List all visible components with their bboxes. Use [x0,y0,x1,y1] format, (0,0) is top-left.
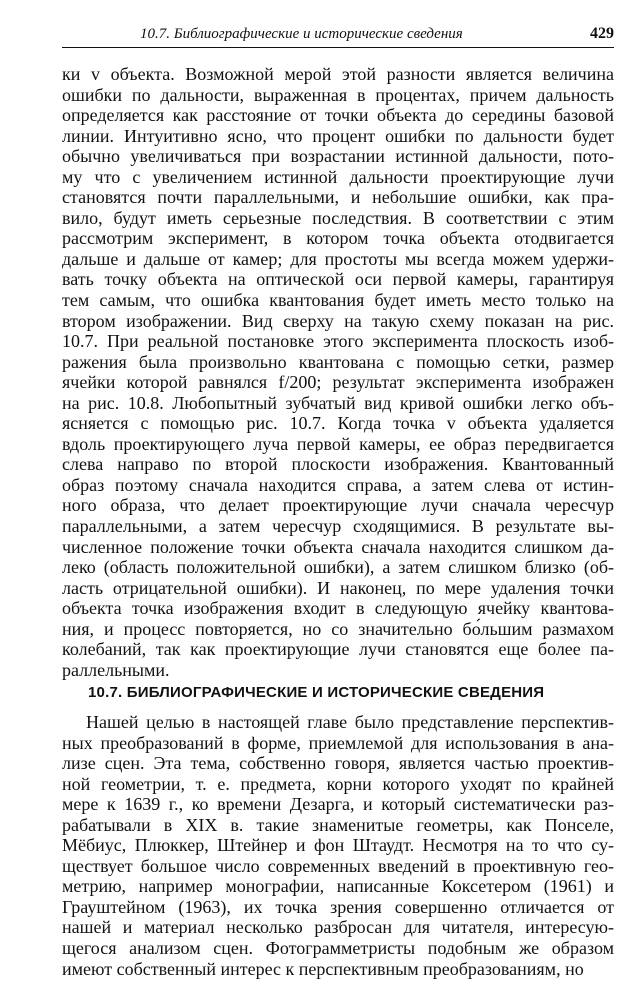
paragraph-2 [62,712,614,979]
text-line: становятся почти параллельными, и небольшие ошибки, как пра- [62,187,614,208]
text-line: Нашей целью в настоящей главе было представление перспектив- [86,712,614,732]
text-line: му что с увеличением истинной дальности проектирующие лучи [62,166,614,187]
text-line: на рис. 10.8. Любопытный зубчатый вид кривой ошибки легко объ- [62,392,614,413]
text-line: мере к 1639 г., ко времени Дезарга, и который систематически раз- [62,794,614,815]
text-line: 10.7. При реальной постановке этого эксперимента плоскость изоб- [62,331,614,352]
text-line: вило, будут иметь серьезные последствия. В соответствии с этим [62,207,614,228]
text-line: щегося анализом сцен. Фотограмметристы подобным же образом [62,938,614,959]
text-line: ки v объекта. Возможной мерой этой разности является величина [62,64,614,84]
text-line: имеют собственный интерес к перспективным преобразованиям, но [62,958,584,979]
text-line: метрию, например монографии, написанные Коксетером (1961) и [62,876,614,897]
text-line: лизе сцен. Эта тема, собственно говоря, является частью проектив- [62,753,614,774]
text-line: Грауштейном (1963), их точка зрения совершенно отличается от [62,896,614,917]
text-line: численное положение точки объекта сначала находится слишком да- [62,536,614,557]
text-line: тем самым, что ошибка квантования будет иметь место только на [62,290,614,311]
text-line: рассмотрим эксперимент, в котором точка объекта отодвигается [62,228,614,249]
text-line: вдоль проектирующего луча первой камеры, ее образ передвигается [62,433,614,454]
text-line: ражения была произвольно квантована с помощью сетки, размер [62,351,614,372]
text-line: обычно увеличиваться при возрастании истинной дальности, пото- [62,146,614,167]
section-heading: 10.7. БИБЛИОГРАФИЧЕСКИЕ И ИСТОРИЧЕСКИЕ СВЕДЕНИЯ [88,684,545,701]
text-line: ячейки которой равнялся f/200; результат эксперимента изображен [62,372,614,393]
text-line: слева направо по второй плоскости изображения. Квантованный [62,454,614,475]
text-line: дальше и дальше от камер; для простоты мы всегда можем удержи- [62,248,614,269]
text-line: образ поэтому сначала находится справа, а затем слева от истин- [62,474,614,495]
text-line: ной геометрии, т. е. предмета, корни которого уходят по крайней [62,773,614,794]
text-line: линии. Интуитивно ясно, что процент ошибки по дальности будет [62,125,614,146]
text-line: ществует большое число современных введений в проективную гео- [62,855,614,876]
text-line: параллельными, а затем чересчур сходящимися. В результате вы- [62,516,614,537]
text-line: определяется как расстояние от точки объекта до середины базовой [62,105,614,126]
text-line: раллельными. [62,659,170,680]
header-rule [62,47,614,48]
text-line: вать точку объекта на оптической оси первой камеры, гарантируя [62,269,614,290]
text-line: ного образа, что делает проектирующие лучи сначала чересчур [62,495,614,516]
text-line: объекта точка изображения входит в следующую ячейку квантова- [62,598,614,619]
page-number: 429 [590,25,614,42]
text-line: леко (область положительной ошибки), а затем слишком близко (об- [62,557,614,578]
running-head-title: 10.7. Библиографические и исторические сведения [140,26,463,42]
text-line: ошибки по дальности, выраженная в процентах, причем дальность [62,84,614,105]
text-line: рабатывали в XIX в. такие знаменитые геометры, как Понселе, [62,814,614,835]
text-line: нашей и материал несколько разбросан для читателя, интересую- [62,917,614,938]
paragraph-1 [62,64,614,680]
text-line: ласть отрицательной ошибки). И наконец, по мере удаления точки [62,577,614,598]
text-line: колебаний, так как проектирующие лучи становятся еще более па- [62,639,614,660]
text-line: Мёбиус, Плюккер, Штейнер и фон Штаудт. Несмотря на то что су- [62,835,614,856]
text-line: втором изображении. Вид сверху на такую схему показан на рис. [62,310,614,331]
text-line: ясняется с помощью рис. 10.7. Когда точка v объекта удаляется [62,413,614,434]
text-line: ния, и процесс повторяется, но со значительно бо́льшим размахом [62,618,614,639]
text-line: ных преобразований в форме, приемлемой для использования в ана- [62,732,614,753]
